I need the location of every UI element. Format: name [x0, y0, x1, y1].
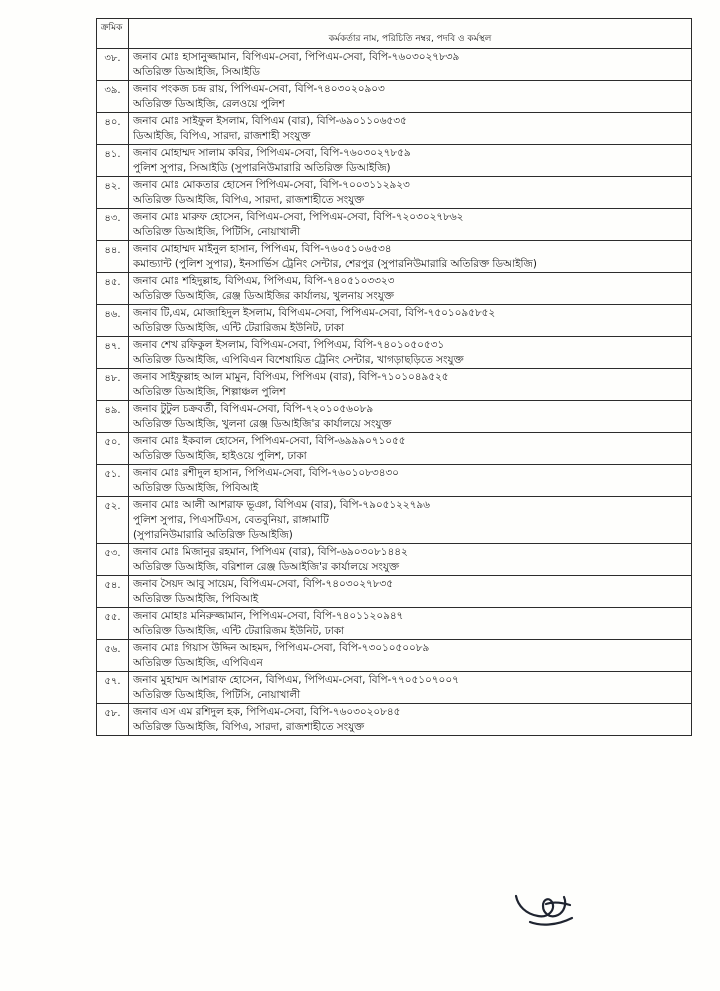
officer-rows: [97, 49, 692, 736]
table-row: [97, 608, 692, 640]
table-row: [97, 672, 692, 704]
officer-details: [129, 608, 692, 640]
officer-details: [129, 209, 692, 241]
officer-posting-line: অতিরিক্ত ডিআইজি, রেঞ্জ ডিআইজির কার্যালয়, খুলনায় সংযুক্ত: [133, 290, 394, 302]
officer-posting-line: অতিরিক্ত ডিআইজি, পিবিআই: [133, 482, 259, 494]
officer-name-line: জনাব পংকজ চন্দ্র রায়, পিপিএম-সেবা, বিপি-৭৪০৩০২০৯০৩: [133, 83, 385, 95]
officer-name-line: জনাব সাইফুল্লাহ আল মামুন, বিপিএম, পিপিএম (বার), বিপি-৭১০১০৪৯৫২৫: [133, 371, 449, 383]
officer-name-line: জনাব মোঃ রশীদুল হাসান, পিপিএম-সেবা, বিপি-৭৬০১০৮৩৪৩০: [133, 467, 399, 479]
officer-details: [129, 369, 692, 401]
table-row: [97, 241, 692, 273]
officer-details: [129, 177, 692, 209]
serial-number: ৫১.: [97, 465, 129, 497]
serial-number: ৪২.: [97, 177, 129, 209]
table-row: [97, 209, 692, 241]
serial-number: ৪৯.: [97, 401, 129, 433]
officer-name-line: জনাব মোঃ মোকতার হোসেন পিপিএম-সেবা, বিপি-৭০০৩১১২৯২৩: [133, 179, 410, 191]
officer-name-line: জনাব শেখ রফিকুল ইসলাম, বিপিএম-সেবা, পিপিএম, বিপি-৭৪০১০৫০৫৩১: [133, 339, 445, 351]
table-row: [97, 369, 692, 401]
officer-posting-line: অতিরিক্ত ডিআইজি, বিপিএ, সারদা, রাজশাহীতে সংযুক্ত: [133, 721, 365, 733]
officer-details: [129, 305, 692, 337]
table-header-row: [97, 19, 692, 49]
officer-name-line: জনাব সৈয়দ আবু সায়েম, বিপিএম-সেবা, বিপি-৭৪০৩০২৭৮৩৫: [133, 578, 394, 590]
officer-details: [129, 145, 692, 177]
serial-number: ৩৯.: [97, 81, 129, 113]
officer-posting-line: অতিরিক্ত ডিআইজি, শিল্পাঞ্চল পুলিশ: [133, 386, 286, 398]
officer-name-line: জনাব মোহাঃ মনিরুজ্জামান, পিপিএম-সেবা, বিপি-৭৪০১১২০৯৪৭: [133, 610, 404, 622]
table-row: [97, 544, 692, 576]
table-row: [97, 401, 692, 433]
serial-number: ৫৫.: [97, 608, 129, 640]
officer-details: [129, 576, 692, 608]
officer-name-line: জনাব মোঃ ইকবাল হোসেন, পিপিএম-সেবা, বিপি-৬৯৯৯০৭১০৫৫: [133, 435, 406, 447]
details-column-header: কর্মকর্তার নাম, পরিচিতি নম্বর, পদবি ও কর্মস্থল: [129, 19, 692, 49]
table-row: [97, 497, 692, 544]
officer-name-line: জনাব মোহাম্মদ মাইনুল হাসান, পিপিএম, বিপি-৭৬০৫১০৬৫৩৪: [133, 243, 392, 255]
officer-details: [129, 465, 692, 497]
officer-name-line: জনাব মোঃ মিজানুর রহমান, পিপিএম (বার), বিপি-৬৯০৩০৮১৪৪২: [133, 546, 408, 558]
officer-details: [129, 401, 692, 433]
serial-number: ৪৫.: [97, 273, 129, 305]
serial-number: ৫৩.: [97, 544, 129, 576]
officer-name-line: জনাব মোঃ হাসানুজ্জামান, বিপিএম-সেবা, পিপিএম-সেবা, বিপি-৭৬০৩০২৭৮৩৯: [133, 51, 460, 63]
serial-number: ৫৬.: [97, 640, 129, 672]
officer-details: [129, 337, 692, 369]
officer-posting-line: অতিরিক্ত ডিআইজি, পিবিআই: [133, 593, 259, 605]
serial-number: ৪০.: [97, 113, 129, 145]
officer-posting-line: অতিরিক্ত ডিআইজি, হাইওয়ে পুলিশ, ঢাকা: [133, 450, 307, 462]
officer-posting-line: অতিরিক্ত ডিআইজি, এপিবিএন বিশেষায়িত ট্রেনিং সেন্টার, খাগড়াছড়িতে সংযুক্ত: [133, 354, 464, 366]
officer-details: [129, 433, 692, 465]
officer-name-line: জনাব মোঃ সাইফুল ইসলাম, বিপিএম (বার), বিপি-৬৯০১১০৬৫৩৫: [133, 115, 407, 127]
officer-name-line: জনাব মোঃ শহিদুল্লাহ, বিপিএম, পিপিএম, বিপি-৭৪০৫১০৩৩২৩: [133, 275, 395, 287]
table-row: [97, 337, 692, 369]
serial-number: ৪৬.: [97, 305, 129, 337]
officer-posting-line: (সুপারনিউমারারি অতিরিক্ত ডিআইজি): [133, 529, 293, 541]
officer-name-line: জনাব মোঃ মারুফ হোসেন, বিপিএম-সেবা, পিপিএম-সেবা, বিপি-৭২০৩০২৭৮৬২: [133, 211, 464, 223]
officer-name-line: জনাব টুটুল চক্রবর্তী, বিপিএম-সেবা, বিপি-৭২০১০৫৬০৮৯: [133, 403, 374, 415]
table-row: [97, 113, 692, 145]
table-row: [97, 49, 692, 81]
officer-posting-line: পুলিশ সুপার, সিআইডি (সুপারনিউমারারি অতিরিক্ত ডিআইজি): [133, 162, 391, 174]
table-row: [97, 273, 692, 305]
officer-list-table: [96, 18, 692, 736]
serial-number: ৫২.: [97, 497, 129, 544]
officer-posting-line: অতিরিক্ত ডিআইজি, এন্টি টেরারিজম ইউনিট, ঢাকা: [133, 322, 345, 334]
officer-details: [129, 241, 692, 273]
officer-name-line: জনাব মুহাম্মদ আশরাফ হোসেন, বিপিএম, পিপিএম-সেবা, বিপি-৭৭০৫১০৭০০৭: [133, 674, 459, 686]
officer-posting-line: অতিরিক্ত ডিআইজি, খুলনা রেঞ্জ ডিআইজি'র কার্যালয়ে সংযুক্ত: [133, 418, 392, 430]
serial-number: ৩৮.: [97, 49, 129, 81]
officer-posting-line: অতিরিক্ত ডিআইজি, রেলওয়ে পুলিশ: [133, 98, 285, 110]
table-row: [97, 704, 692, 736]
handwritten-signature: [512, 888, 578, 932]
officer-details: [129, 81, 692, 113]
table-row: [97, 81, 692, 113]
officer-details: [129, 113, 692, 145]
officer-posting-line: কমান্ড্যান্ট (পুলিশ সুপার), ইনসার্ভিস ট্রেনিং সেন্টার, শেরপুর (সুপারনিউমারারি অতিরিক্ত ডিআইজি): [133, 258, 537, 270]
table-row: [97, 640, 692, 672]
officer-name-line: জনাব মোঃ গিয়াস উদ্দিন আহমদ, পিপিএম-সেবা, বিপি-৭৩০১০৫০০৮৯: [133, 642, 430, 654]
serial-number: ৫৪.: [97, 576, 129, 608]
officer-posting-line: অতিরিক্ত ডিআইজি, বিপিএ, সারদা, রাজশাহীতে সংযুক্ত: [133, 194, 365, 206]
officer-posting-line: অতিরিক্ত ডিআইজি, বরিশাল রেঞ্জ ডিআইজি'র কার্যালয়ে সংযুক্ত: [133, 561, 399, 573]
officer-posting-line: পুলিশ সুপার, পিএসটিএস, বেতবুনিয়া, রাঙ্গামাটি: [133, 514, 329, 526]
table-row: [97, 177, 692, 209]
serial-number: ৪৮.: [97, 369, 129, 401]
officer-details: [129, 49, 692, 81]
officer-name-line: জনাব মোঃ আলী আশরাফ ভূঞা, বিপিএম (বার), বিপি-৭৯০৫১২২৭৯৬: [133, 499, 430, 511]
table-row: [97, 576, 692, 608]
table-row: [97, 145, 692, 177]
serial-column-header: ক্রমিক: [97, 19, 129, 49]
officer-details: [129, 672, 692, 704]
serial-number: ৪৩.: [97, 209, 129, 241]
officer-name-line: জনাব এস এম রশিদুল হক, পিপিএম-সেবা, বিপি-৭৬০৩০২০৮৪৫: [133, 706, 401, 718]
officer-details: [129, 497, 692, 544]
officer-details: [129, 544, 692, 576]
table-row: [97, 433, 692, 465]
officer-name-line: জনাব টি,এম, মোজাহিদুল ইসলাম, বিপিএম-সেবা, পিপিএম-সেবা, বিপি-৭৫০১০৯৫৮৫২: [133, 307, 496, 319]
officer-posting-line: অতিরিক্ত ডিআইজি, এন্টি টেরারিজম ইউনিট, ঢাকা: [133, 625, 345, 637]
table-row: [97, 465, 692, 497]
officer-posting-line: অতিরিক্ত ডিআইজি, সিআইডি: [133, 66, 260, 78]
serial-number: ৫৭.: [97, 672, 129, 704]
serial-number: ৪৭.: [97, 337, 129, 369]
serial-number: ৪৪.: [97, 241, 129, 273]
officer-details: [129, 640, 692, 672]
officer-posting-line: অতিরিক্ত ডিআইজি, পিটিসি, নোয়াখালী: [133, 226, 301, 238]
officer-posting-line: ডিআইজি, বিপিএ, সারদা, রাজশাহী সংযুক্ত: [133, 130, 311, 142]
serial-number: ৫০.: [97, 433, 129, 465]
officer-details: [129, 704, 692, 736]
officer-posting-line: অতিরিক্ত ডিআইজি, পিটিসি, নোয়াখালী: [133, 689, 301, 701]
officer-posting-line: অতিরিক্ত ডিআইজি, এপিবিএন: [133, 657, 263, 669]
serial-number: ৫৮.: [97, 704, 129, 736]
officer-details: [129, 273, 692, 305]
serial-number: ৪১.: [97, 145, 129, 177]
officer-name-line: জনাব মোহাম্মদ সালাম কবির, পিপিএম-সেবা, বিপি-৭৬০৩০২৭৮৫৯: [133, 147, 411, 159]
table-row: [97, 305, 692, 337]
